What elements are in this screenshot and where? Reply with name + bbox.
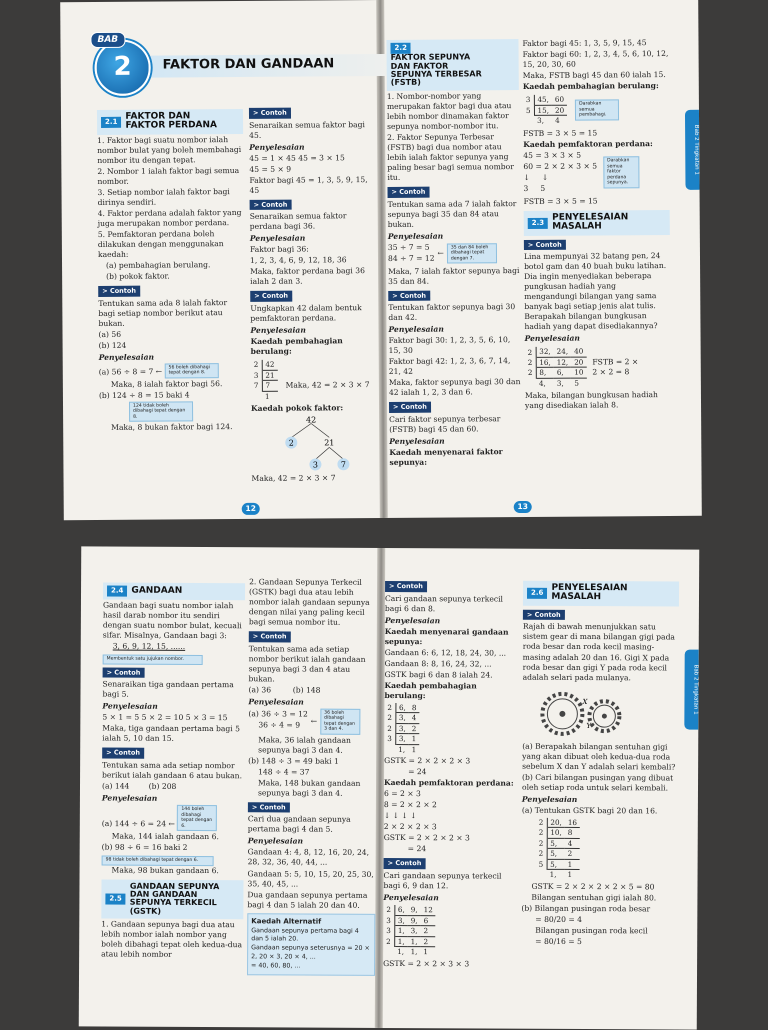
contoh-label: > Contoh — [249, 108, 291, 119]
solution-line: 1, 2, 3, 4, 6, 9, 12, 18, 36 — [249, 255, 347, 266]
spread-pages-14-15 — [79, 546, 700, 1029]
penyelesaian-label: Penyelesaian — [389, 436, 445, 446]
solution-result: Maka, 144 ialah gandaan 6. — [111, 831, 219, 842]
tree-node: 7 — [340, 460, 347, 470]
p13-left-column: 2.2FAKTOR SEPUNYA DAN FAKTOR SEPUNYA TERBESAR (FSTB) 1. Nombor-nombor yang merupakan faktor bagi dua atau lebih nombor dinamakan faktor sepunya nombor-nombor itu. 2. Faktor Sepunya Terbesar (FSTB) bagi dua nombor atau lebih ialah faktor sepunya yang paling besar bagi semua nombor itu. > Contoh Tentukan sama ada 7 ialah faktor sepunya bagi 35 dan 84 atau bukan. Penyelesaian 35 ÷ 7 = 5 84 ÷ 7 = 12 ← 35 dan 84 boleh dibahagi tepat dengan 7. Maka, 7 ialah faktor sepunya bagi 35 dan 84. > Contoh Tentukan faktor sepunya bagi 30 dan 42. Penyelesaian Faktor bagi 30: 1, 2, 3, 5, 6, 10, 15, 30 Faktor bagi 42: 1, 2, 3, 6, 7, 14, 21, 42 Maka, faktor sepunya bagi 30 dan 42 ialah 1, 2, 3 dan 6. > Contoh Cari faktor sepunya terbesar (FSTB) bagi 45 dan 60. Penyelesaian Kaedah menyenarai faktor sepunya: — [386, 39, 521, 469]
contoh-label: > Contoh — [524, 239, 566, 250]
tree-node: 3 — [312, 460, 319, 470]
penyelesaian-label: Penyelesaian — [250, 325, 306, 335]
section-2-2-header: 2.2FAKTOR SEPUNYA DAN FAKTOR SEPUNYA TERBESAR (FSTB) — [386, 39, 518, 91]
tree-node: 42 — [305, 415, 317, 425]
contoh-label: > Contoh — [102, 748, 144, 759]
solution-result: Maka, 36 ialah gandaan sepunya bagi 3 dan 4. — [258, 735, 351, 755]
contoh-label: > Contoh — [389, 402, 431, 413]
solution-result: GSTK bagi 6 dan 8 ialah 24. — [384, 669, 493, 680]
method-heading: Kaedah pembahagian berulang: — [250, 336, 343, 356]
solution-result: Maka, bilangan bungkusan hadiah yang disediakan ialah 8. — [524, 390, 658, 411]
def-5a: (a) pembahagian berulang. — [106, 260, 211, 270]
example-question: Rajah di bawah menunjukkan satu sistem gear di mana bilangan gigi pada roda besar dan roda kecil masing-masing adalah 20 dan 16. Gigi X pada roda besar dan gigi Y pada roda kecil adalah selari pada mulanya. — [522, 622, 675, 682]
solution-line: (a) Tentukan GSTK bagi 20 dan 16. — [521, 805, 658, 816]
solution-line: Faktor bagi 45 = 1, 3, 5, 9, 15, 45 — [249, 174, 368, 195]
def-4: 4. Faktor perdana adalah faktor yang juga merupakan nombor perdana. — [97, 207, 242, 228]
method-heading: Kaedah pemfaktoran perdana: — [384, 778, 514, 788]
example-question: Tentukan sama ada setiap nombor berikut ialah gandaan sepunya bagi 3 dan 4 atau bukan. — [248, 643, 366, 684]
solution-result: Maka, faktor sepunya bagi 30 dan 42 ialah 1, 2, 3 dan 6. — [388, 377, 521, 398]
section-2-5-header: 2.5GANDAAN SEPUNYA DAN GANDAAN SEPUNYA TERKECIL (GSTK) — [101, 879, 243, 919]
p15-left-column: > Contoh Cari gandaan sepunya terkecil bagi 6 dan 8. Penyelesaian Kaedah menyenarai gandaan sepunya: Gandaan 6: 6, 12, 18, 24, 30, ... Gandaan 8: 8, 16, 24, 32, ... GSTK bagi 6 dan 8 ialah 24. Kaedah pembahagian berulang: 2 6, 8 2 3, 4 2 3, 2 3 3, 1 1, 1 GSTK = 2 × 2 × 2 × 3 = 24 Kaedah pemfaktoran perdana: 6 = 2 × 3 8 = 2 × 2 × 2 ↓ ↓ ↓ ↓ 2 × 2 × 2 × 3 GSTK = 2 × 2 × 2 × 3 = 24 > Contoh Cari gandaan sepunya terkecil bagi 6, 9 dan 12. Penyelesaian 2 6, 9, 12 3 3, 9, 6 3 1, 3, 2 2 1, 1, 2 1, 1, 1 GSTK = 2 × 2 × 3 × 3 — [383, 578, 517, 970]
note-box: Membentuk satu jujukan nombor. — [103, 655, 203, 665]
contoh-label: > Contoh — [385, 581, 427, 592]
solution-line: Bilangan pusingan roda kecil — [535, 925, 648, 936]
gstk-result: GSTK = 2 × 2 × 2 × 3 — [383, 833, 470, 843]
penyelesaian-label: Penyelesaian — [98, 352, 155, 362]
division-ladder: 3 45, 60 5 15, 20 3, 4 — [523, 95, 567, 126]
example-question: Lina mempunyai 32 batang pen, 24 botol gam dan 40 buah buku latihan. Dia ingin menyediakan beberapa pungkusan hadiah yang mengandungi bilangan yang sama banyak bagi setiap jenis alat tulis. Berapakah bilangan bungkusan hadiah yang dapat disediakannya? — [523, 251, 667, 332]
solution-line: Maka, faktor perdana bagi 36 ialah 2 dan 3. — [250, 266, 365, 287]
note-box: 56 boleh dibahagi tepat dengan 8. — [165, 363, 219, 378]
penyelesaian-label: Penyelesaian — [101, 793, 158, 803]
division-ladder: 2 32, 24, 40 2 16, 12, 20 2 8, 6, 10 4, 3, 5 — [525, 347, 587, 388]
def-2: 2. Faktor Sepunya Terbesar (FSTB) bagi dua nombor atau lebih ialah faktor sepunya yang paling besar bagi semua nombor itu. — [387, 132, 514, 182]
solution-result: Dua gandaan sepunya pertama bagi 4 dan 5 ialah 20 dan 40. — [247, 889, 368, 910]
note-box: Darabkan semua pembahagi. — [575, 99, 619, 120]
chapter-side-tab: Bab 2 Tingkatan 1 — [684, 650, 698, 730]
gstk-result: = 24 — [408, 767, 427, 777]
note-box: 35 dan 84 boleh dibahagi tepat dengan 7. — [447, 243, 497, 264]
penyelesaian-label: Penyelesaian — [521, 794, 578, 804]
solution-line: (b) 98 ÷ 6 = 16 baki 2 — [101, 842, 188, 853]
option-b: (b) 124 — [98, 340, 127, 350]
solution-result: Maka, 7 ialah faktor sepunya bagi 35 dan 84. — [388, 265, 520, 286]
example-question: Cari dua gandaan sepunya pertama bagi 4 dan 5. — [247, 814, 351, 835]
example-question: Cari gandaan sepunya terkecil bagi 6, 9 dan 12. — [383, 870, 502, 891]
penyelesaian-label: Penyelesaian — [249, 142, 305, 152]
gstk-result: = 24 — [407, 844, 427, 854]
bab-number: 2 — [113, 51, 132, 82]
chapter-badge — [94, 34, 150, 96]
factor-tree — [251, 415, 371, 472]
solution-line: Gandaan 6: 6, 12, 18, 24, 30, ... — [384, 647, 507, 658]
contoh-label: > Contoh — [249, 631, 291, 642]
penyelesaian-label: Penyelesaian — [248, 696, 304, 707]
contoh-label: > Contoh — [523, 610, 565, 621]
fstb-result: FSTB = 3 × 5 = 15 — [523, 196, 598, 206]
fstb-result: FSTB = 3 × 5 = 15 — [523, 128, 598, 138]
contoh-label: > Contoh — [103, 667, 145, 678]
solution-line: Faktor bagi 42: 1, 2, 3, 6, 7, 14, 21, 42 — [388, 356, 511, 377]
gstk-result: GSTK = 2 × 2 × 2 × 3 — [384, 756, 471, 766]
method-heading: Kaedah menyenarai faktor sepunya: — [389, 447, 503, 467]
solution-line: (a) 56 ÷ 8 = 7 ← 56 boleh dibahagi tepat dengan 8. — [99, 363, 245, 379]
def-2: 2. Gandaan Sepunya Terkecil (GSTK) bagi dua atau lebih nombor ialah gandaan sepunya dengan nilai yang paling kecil bagi semua nombor itu. — [248, 577, 370, 627]
solution-line: Faktor bagi 30: 1, 2, 3, 5, 6, 10, 15, 30 — [388, 335, 511, 356]
solution-line: 45 = 5 × 9 — [249, 164, 292, 174]
solution-line: Faktor bagi 45: 1, 3, 5, 9, 15, 45 — [522, 38, 647, 49]
gstk-result: GSTK = 2 × 2 × 3 × 3 — [383, 958, 470, 968]
def-1: 1. Gandaan sepunya bagi dua atau lebih nombor ialah nombor yang boleh dibahagi tepat oleh kedua-dua atau lebih nombor — [101, 919, 243, 960]
spread-pages-12-13 — [60, 0, 702, 520]
example-question: Tentukan sama ada 7 ialah faktor sepunya bagi 35 dan 84 atau bukan. — [387, 198, 517, 229]
example-question: Senaraikan semua faktor bagi 45. — [249, 119, 365, 140]
example-question: Cari faktor sepunya terbesar (FSTB) bagi 45 dan 60. — [389, 414, 501, 434]
gear-y-label: Y — [586, 721, 591, 730]
gear-x-label: X — [582, 697, 588, 706]
solution-result: Maka, 98 bukan gandaan 6. — [111, 865, 219, 875]
penyelesaian-label: Penyelesaian — [249, 233, 306, 244]
example-question: Senaraikan tiga gandaan pertama bagi 5. — [102, 679, 234, 700]
def-5b: (b) pokok faktor. — [106, 271, 170, 281]
solution-result: Maka, FSTB bagi 45 dan 60 ialah 15. — [522, 70, 666, 81]
note-box: 36 boleh dibahagi tepat dengan 3 dan 4. — [320, 708, 360, 734]
p14-left-column: 2.4 GANDAAN Gandaan bagi suatu nombor ialah hasil darab nombor itu sendiri dengan suatu nombor bulat, kecuali sifar. Misalnya, Gandaan bagi 3: 3, 6, 9, 12, 15, ...... Membentuk satu jujukan nombor. > Contoh Senaraikan tiga gandaan pertama bagi 5. Penyelesaian 5 × 1 = 5 5 × 2 = 10 5 × 3 = 15 Maka, tiga gandaan pertama bagi 5 ialah 5, 10 dan 15. > Contoh Tentukan sama ada setiap nombor berikut ialah gandaan 6 atau bukan. (a) 144 (b) 208 Penyelesaian (a) 144 ÷ 6 = 24 ← 144 boleh dibahagi tepat dengan 6. Maka, 144 ialah gandaan 6. (b) 98 ÷ 6 = 16 baki 2 98 tidak boleh dibahagi tepat dengan 6. Maka, 98 bukan gandaan 6. 2.5GANDAAN SEPUNYA DAN GANDAAN SEPUNYA TERKECIL (GSTK) 1. Gandaan sepunya bagi dua atau lebih nombor ialah nombor yang boleh dibahagi tepat oleh kedua-dua atau lebih nombor — [101, 579, 245, 962]
solution-line: Gandaan 8: 8, 16, 24, 32, ... — [384, 658, 492, 669]
gear-system-diagram — [522, 683, 642, 742]
method-heading: Kaedah pembahagian berulang: — [384, 680, 477, 700]
alternative-method-box: Kaedah Alternatif Gandaan sepunya pertama bagi 4 dan 5 ialah 20. Gandaan sepunya seterusnya = 20 × 2, 20 × 3, 20 × 4, ... = 40, 60, 80, ... — [247, 913, 375, 976]
solution-line: Faktor bagi 36: — [249, 244, 309, 255]
solution-line: (b) 124 ÷ 8 = 15 baki 4 — [98, 390, 190, 400]
solution-result: Bilangan sentuhan gigi ialah 80. — [531, 892, 657, 903]
question-a: (a) Berapakah bilangan sentuhan gigi yang akan dibuat oleh kedua-dua roda sebelum X dan Y adalah selari kembali? — [522, 741, 676, 772]
section-number: 2.1 — [101, 117, 121, 128]
penyelesaian-label: Penyelesaian — [384, 615, 441, 625]
example-question: Tentukan sama ada setiap nombor berikut ialah gandaan 6 atau bukan. — [102, 760, 243, 781]
section-title: FAKTOR DAN FAKTOR PERDANA — [125, 111, 218, 132]
division-ladder: 2 20, 16 2 10, 8 2 5, 4 2 5, 2 5 5, 1 1, 1 — [536, 817, 580, 879]
example-question: Senaraikan semua faktor perdana bagi 36. — [249, 211, 347, 232]
def-1: 1. Faktor bagi suatu nombor ialah nombor bulat yang boleh membahagi nombor itu dengan tepat. — [97, 134, 242, 165]
solution-line: 5 × 1 = 5 5 × 2 = 10 5 × 3 = 15 — [102, 712, 228, 723]
tree-node: 21 — [324, 438, 335, 448]
page-number: 13 — [514, 501, 532, 513]
penyelesaian-label: Penyelesaian — [388, 324, 444, 335]
solution-line: = 80/16 = 5 — [535, 936, 582, 946]
penyelesaian-label: Penyelesaian — [383, 892, 439, 903]
solution-line: = 80/20 = 4 — [535, 914, 583, 924]
solution-result: Maka, 42 = 2 × 3 × 7 — [285, 380, 370, 390]
section-2-3-header: 2.3 PENYELESAIAN MASALAH — [524, 210, 670, 236]
gstk-result: GSTK = 2 × 2 × 2 × 2 × 5 = 80 — [531, 881, 655, 892]
p12-right-column — [249, 104, 382, 485]
page-number: 12 — [242, 503, 260, 515]
note-box: Darabkan semua faktor perdana sepunya. — [603, 157, 639, 189]
section-2-1-header — [97, 109, 243, 135]
contoh-label: > Contoh — [98, 286, 140, 297]
penyelesaian-label: Penyelesaian — [387, 231, 444, 241]
solution-result: Maka, 148 bukan gandaan sepunya bagi 3 dan 4. — [257, 778, 361, 798]
penyelesaian-label: Penyelesaian — [524, 333, 580, 344]
note-box: 98 tidak boleh dibahagi tepat dengan 6. — [102, 856, 214, 866]
example-question: Tentukan sama ada 8 ialah faktor bagi setiap nombor berikut atau bukan. — [98, 297, 228, 328]
p15-right-column — [521, 581, 679, 949]
penyelesaian-label: Penyelesaian — [102, 701, 158, 712]
question-b: (b) Cari bilangan pusingan yang dibuat oleh setiap roda untuk selari kembali. — [521, 772, 674, 793]
method-heading: Kaedah pokok faktor: — [251, 403, 344, 413]
solution-line: 148 ÷ 4 = 37 — [258, 767, 310, 777]
solution-result: Maka, tiga gandaan pertama bagi 5 ialah 5, 10 dan 15. — [102, 723, 241, 744]
section-2-6-header: 2.6 PENYELESAIAN MASALAH — [523, 581, 679, 607]
example-question: Ungkapkan 42 dalam bentuk pemfaktoran perdana. — [250, 303, 362, 323]
intro-text: Gandaan bagi suatu nombor ialah hasil darab nombor itu sendiri dengan suatu nombor bulat, kecuali sifar. Misalnya, Gandaan bagi 3: — [102, 600, 242, 641]
penyelesaian-label: Penyelesaian — [247, 836, 304, 847]
p12-left-column — [97, 105, 245, 434]
contoh-label: > Contoh — [250, 199, 292, 210]
solution-result: Maka, 8 bukan faktor bagi 124. — [111, 422, 233, 433]
contoh-label: > Contoh — [250, 291, 292, 302]
solution-line: (b) 148 ÷ 3 = 49 baki 1 — [248, 756, 339, 766]
solution-line: 45 = 1 × 45 45 = 3 × 15 — [249, 152, 345, 163]
section-2-4-header: 2.4 GANDAAN — [103, 583, 245, 601]
contoh-label: > Contoh — [388, 290, 430, 301]
def-5: 5. Pemfaktoran perdana boleh dilakukan dengan menggunakan kaedah: — [97, 229, 224, 260]
sequence: 3, 6, 9, 12, 15, ...... — [112, 641, 186, 652]
contoh-label: > Contoh — [248, 802, 290, 813]
p14-right-column: 2. Gandaan Sepunya Terkecil (GSTK) bagi dua atau lebih nombor ialah gandaan sepunya dengan nilai yang paling kecil bagi semua nombor itu. > Contoh Tentukan sama ada setiap nombor berikut ialah gandaan sepunya bagi 3 dan 4 atau bukan. (a) 36 (b) 148 Penyelesaian (a) 36 ÷ 3 = 12 36 ÷ 4 = 9 ← 36 boleh dibahagi tepat dengan 3 dan 4. Maka, 36 ialah gandaan sepunya bagi 3 dan 4. (b) 148 ÷ 3 = 49 baki 1 148 ÷ 4 = 37 Maka, 148 bukan gandaan sepunya bagi 3 dan 4. > Contoh Cari dua gandaan sepunya pertama bagi 4 dan 5. Penyelesaian Gandaan 4: 4, 8, 12, 16, 20, 24, 28, 32, 36, 40, 44, ... Gandaan 5: 5, 10, 15, 20, 25, 30, 35, 40, 45, ... Dua gandaan sepunya pertama bagi 4 dan 5 ialah 20 dan 40. Kaedah Alternatif Gandaan sepunya pertama bagi 4 dan 5 ialah 20. Gandaan sepunya seterusnya = 20 × 2, 20 × 3, 20 × 4, ... = 40, 60, 80, ... — [247, 577, 377, 977]
solution-line: (b) Bilangan pusingan roda besar — [521, 903, 651, 914]
option-a: (a) 56 — [98, 329, 122, 339]
contoh-label: > Contoh — [384, 858, 426, 869]
chapter-title: FAKTOR DAN GANDAAN — [162, 56, 335, 73]
division-ladder: 2 6, 8 2 3, 4 2 3, 2 3 3, 1 1, 1 — [384, 703, 419, 755]
solution-line: Gandaan 4: 4, 8, 12, 16, 20, 24, 28, 32, 36, 40, 44, ... — [247, 847, 370, 868]
def-1: 1. Nombor-nombor yang merupakan faktor bagi dua atau lebih nombor dinamakan faktor sepunya nombor-nombor itu. — [386, 91, 512, 131]
division-ladder: 2 6, 9, 12 3 3, 9, 6 3 1, 3, 2 2 1, 1, 2 1, 1, 1 — [383, 905, 436, 957]
p13-right-column: Faktor bagi 45: 1, 3, 5, 9, 15, 45 Faktor bagi 60: 1, 2, 3, 4, 5, 6, 10, 12, 15, 20, 30, 60 Maka, FSTB bagi 45 dan 60 ialah 15. Kaedah pembahagian berulang: 3 45, 60 5 15, 20 3, 4 Darabkan semua pembahagi. FSTB = 3 × 5 = 15 Kaedah pemfaktoran perdana: 45 = 3 × 3 × 5 60 = 2 × 2 × 3 × 5 ↓ ↓ 3 5 Darabkan semua faktor perdana sepunya. FSTB = 3 × 5 = 15 2.3 PENYELESAIAN MASALAH > Contoh Lina mempunyai 32 batang pen, 24 botol gam dan 40 buah buku latihan. Dia ingin menyediakan beberapa pungkusan hadiah yang mengandungi bilangan yang sama banyak bagi setiap jenis alat tulis. Berapakah bilangan bungkusan hadiah yang dapat disediakannya? Penyelesaian 2 32, 24, 40 2 16, 12, 20 2 8, 6, 10 4, 3, 5 FSTB = 2 × 2 × 2 = 8 Maka, bilangan bungkusan hadiah yang disediakan ialah 8. — [522, 38, 671, 412]
note-box: 144 boleh dibahagi tepat dengan 6. — [177, 805, 217, 831]
tree-node: 2 — [288, 438, 294, 448]
def-2: 2. Nombor 1 ialah faktor bagi semua nombor. — [97, 165, 240, 186]
method-heading: Kaedah pembahagian berulang: — [522, 81, 659, 92]
solution-line: Gandaan 5: 5, 10, 15, 20, 25, 30, 35, 40, 45, ... — [247, 868, 374, 889]
note-box: 124 tidak boleh dibahagi tepat dengan 8. — [129, 401, 193, 422]
example-question: Cari gandaan sepunya terkecil bagi 6 dan 8. — [384, 593, 503, 613]
solution-result: Maka, 42 = 2 × 3 × 7 — [251, 473, 336, 483]
bab-label: BAB — [90, 32, 125, 48]
contoh-label: > Contoh — [387, 187, 429, 198]
def-3: 3. Setiap nombor ialah faktor bagi dirinya sendiri. — [97, 187, 230, 207]
method-heading: Kaedah menyenarai gandaan sepunya: — [384, 626, 509, 646]
solution-line: Faktor bagi 60: 1, 2, 3, 4, 5, 6, 10, 12, 15, 20, 30, 60 — [522, 49, 669, 70]
method-heading: Kaedah pemfaktoran perdana: — [523, 138, 653, 149]
chapter-side-tab: Bab 2 Tingkatan 1 — [685, 110, 700, 190]
fstb-result: FSTB = 2 × 2 × 2 = 8 — [592, 356, 639, 377]
example-question: Tentukan faktor sepunya bagi 30 dan 42. — [388, 302, 516, 323]
division-ladder: 2 42 3 21 7 7 1 — [251, 360, 278, 401]
solution-result: Maka, 8 ialah faktor bagi 56. — [110, 378, 223, 389]
